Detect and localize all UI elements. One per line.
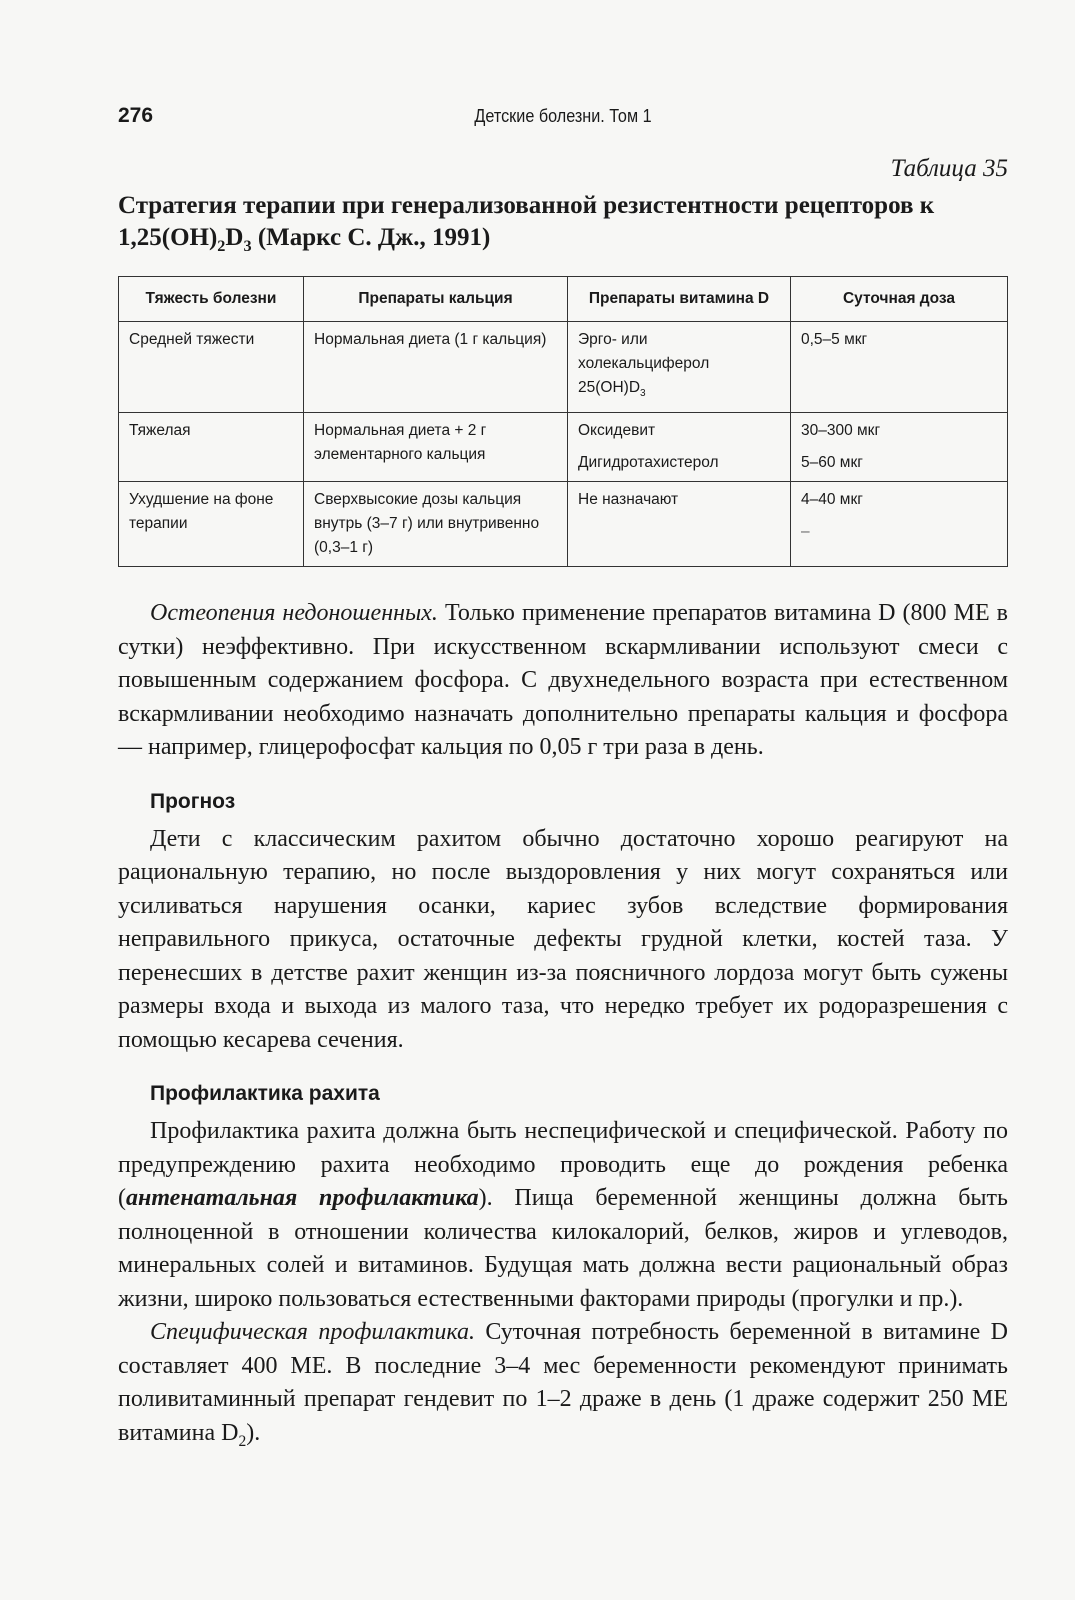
page — [118, 100, 1008, 1458]
table-cell: Эрго- или холекальциферол $25(OH)D_3$ — [568, 322, 791, 413]
paragraph-specific-prophylaxis: Специфическая профилактика. Суточная потребность беременной в витамине D составляет 400 МЕ. В последние 3–4 мес беременности рекомендуют принимать поливитаминный препарат гендевит по 1–2 драже в день (1 драже содержит 250 МЕ витамина $D_2$). — [118, 1319, 1009, 1450]
book-title: Детские болезни. Том 1 — [474, 106, 652, 126]
column-header: Препараты витамина D — [568, 277, 791, 322]
running-head — [118, 100, 1008, 136]
section-heading-prophylaxis: Профилактика рахита — [150, 1082, 380, 1106]
table-cell: 0,5–5 мкг — [791, 322, 1008, 413]
table-cell: Нормальная диета + 2 г элементарного кальция — [304, 413, 568, 482]
table-cell: Нормальная диета (1 г кальция) — [304, 322, 568, 413]
column-header: Суточная доза — [791, 277, 1008, 322]
table-row — [119, 322, 1008, 413]
table-row — [119, 413, 1008, 482]
table-cell: Сверхвысокие дозы кальция внутрь (3–7 г) или внутривенно (0,3–1 г) — [304, 482, 568, 567]
table-cell: Тяжелая — [119, 413, 304, 482]
table-caption: Стратегия терапии при генерализованной резистентности рецепторов к $1,25(OH)_2D_3$ (Маркс С. Дж., 1991) — [118, 192, 935, 255]
paragraph-prophylaxis: Профилактика рахита должна быть неспецифической и специфической. Работу по предупреждению рахита необходимо проводить еще до рождения ребенка (антенатальная профилактика). Пища беременной женщины должна быть полноценной в отношении количества килокалорий, белков, жиров и углеводов, минеральных солей и витаминов. Будущая мать должна вести рациональный образ жизни, широко пользоваться естественными факторами природы (прогулки и пр.). — [118, 1118, 1008, 1312]
table-cell: Ухудшение на фоне терапии — [119, 482, 304, 567]
therapy-table — [118, 276, 1008, 567]
paragraph-osteopenia: Остеопения недоношенных. Только применение препаратов витамина D (800 МЕ в сутки) неэффективно. При искусственном вскармливании используют смеси с повышенным содержанием фосфора. С двухнедельного возраста при естественном вскармливании необходимо назначать дополнительно препараты кальция и фосфора — например, глицерофосфат кальция по 0,05 г три раза в день. — [118, 600, 1008, 761]
table-cell: 30–300 мкг 5–60 мкг — [791, 413, 1008, 482]
page-number: 276 — [118, 104, 154, 127]
table-label: Таблица 35 — [890, 155, 1008, 182]
table-cell: Средней тяжести — [119, 322, 304, 413]
table-row — [119, 482, 1008, 567]
section-heading-prognosis: Прогноз — [150, 789, 236, 813]
table-cell: Оксидевит Дигидротахистерол — [568, 413, 791, 482]
table-cell: 4–40 мкг – — [791, 482, 1008, 567]
column-header: Препараты кальция — [304, 277, 568, 322]
paragraph-prognosis: Дети с классическим рахитом обычно достаточно хорошо реагируют на рациональную терапию, но после выздоровления у них могут сохраняться или усиливаться нарушения осанки, кариес зубов вследствие формирования неправильного прикуса, остаточные дефекты грудной клетки, костей таза. У перенесших в детстве рахит женщин из-за поясничного лордоза могут быть сужены размеры входа и выхода из малого таза, что нередко требует их родоразрешения с помощью кесарева сечения. — [118, 825, 1008, 1053]
table-header-row — [119, 277, 1008, 322]
column-header: Тяжесть болезни — [119, 277, 304, 322]
table-cell: Не назначают — [568, 482, 791, 567]
